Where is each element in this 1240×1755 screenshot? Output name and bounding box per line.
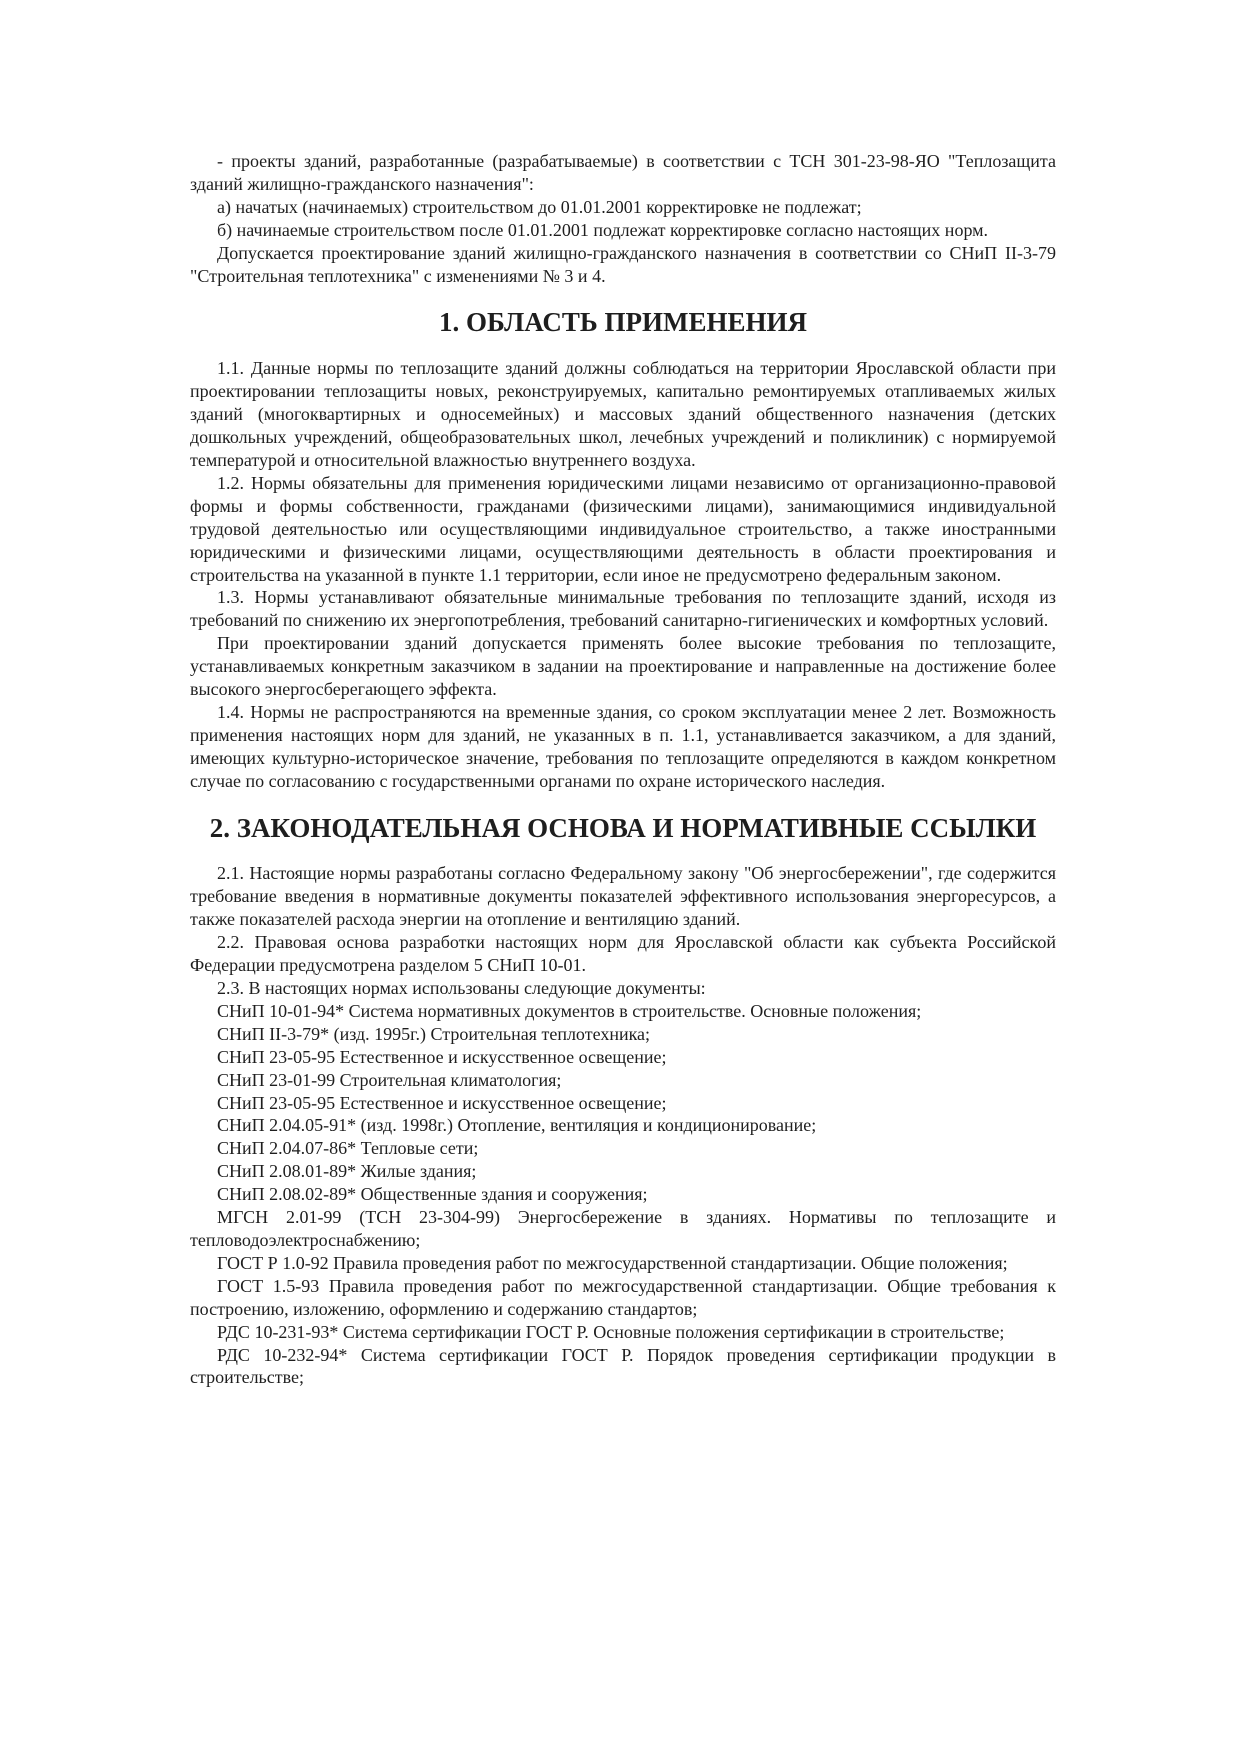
reference-document: СНиП 23-05-95 Естественное и искусственное освещение; — [217, 1046, 667, 1067]
section-1-paragraph: 1.1. Данные нормы по теплозащите зданий должны соблюдаться на территории Ярославской области при проектировании теплозащиты новых, реконструируемых, капитально ремонтируемых отапливаемых жилых зданий (многоквартирных и односемейных) и массовых зданий общественного назначения (детских дошкольных учреждений, общеобразовательных школ, лечебных учреждений и поликлиник) с нормируемой температурой и относительной влажностью внутреннего воздуха. — [190, 358, 1056, 470]
section-2-heading: 2. ЗАКОНОДАТЕЛЬНАЯ ОСНОВА И НОРМАТИВНЫЕ ССЫЛКИ — [209, 812, 1037, 843]
reference-document: СНиП 10-01-94* Система нормативных документов в строительстве. Основные положения; — [217, 1000, 922, 1021]
section-2-paragraph: 2.3. В настоящих нормах использованы следующие документы: — [217, 978, 706, 998]
section-1-heading: 1. ОБЛАСТЬ ПРИМЕНЕНИЯ — [438, 307, 808, 338]
reference-document: ГОСТ Р 1.0-92 Правила проведения работ по межгосударственной стандартизации. Общие положения; — [217, 1252, 1008, 1273]
reference-document: СНиП II-3-79* (изд. 1995г.) Строительная теплотехника; — [217, 1023, 651, 1044]
intro-paragraph: б) начинаемые строительством после 01.01.2001 подлежат корректировке согласно настоящих норм. — [217, 219, 989, 240]
reference-document: РДС 10-232-94* Система сертификации ГОСТ Р. Порядок проведения сертификации продукции в строительстве; — [190, 1344, 1056, 1388]
intro-paragraph: - проекты зданий, разработанные (разрабатываемые) в соответствии с ТСН 301-23-98-ЯО "Теплозащита зданий жилищно-гражданского назначения": — [190, 151, 1056, 194]
document-page — [190, 150, 1056, 1389]
reference-document: РДС 10-231-93* Система сертификации ГОСТ Р. Основные положения сертификации в строительстве; — [217, 1321, 1005, 1342]
reference-document: СНиП 23-01-99 Строительная климатология; — [217, 1069, 562, 1090]
intro-paragraph: а) начатых (начинаемых) строительством до 01.01.2001 корректировке не подлежат; — [217, 196, 862, 217]
section-2-paragraph: 2.1. Настоящие нормы разработаны согласно Федеральному закону "Об энергосбережении", где содержится требование введения в нормативные документы показателей эффективного использования энергоресурсов, а также показателей расхода энергии на отопление и вентиляцию зданий. — [190, 863, 1056, 930]
reference-document: СНиП 2.08.02-89* Общественные здания и сооружения; — [217, 1184, 648, 1205]
reference-document: СНиП 2.08.01-89* Жилые здания; — [217, 1161, 477, 1182]
section-1-paragraph: 1.3. Нормы устанавливают обязательные минимальные требования по теплозащите зданий, исходя из требований по снижению их энергопотребления, требований санитарно-гигиенических и комфортных условий. — [190, 587, 1056, 631]
section-1-paragraph: 1.4. Нормы не распространяются на временные здания, со сроком эксплуатации менее 2 лет. Возможность применения настоящих норм для зданий, не указанных в п. 1.1, устанавливается заказчиком, а для зданий, имеющих культурно-историческое значение, требования по теплозащите определяются в каждом конкретном случае по согласованию с государственными органами по охране исторического наследия. — [190, 701, 1056, 791]
reference-document: СНиП 23-05-95 Естественное и искусственное освещение; — [217, 1092, 667, 1113]
reference-document: СНиП 2.04.05-91* (изд. 1998г.) Отопление, вентиляция и кондиционирование; — [217, 1115, 817, 1136]
reference-document: ГОСТ 1.5-93 Правила проведения работ по межгосударственной стандартизации. Общие требования к построению, изложению, оформлению и содержанию стандартов; — [190, 1275, 1056, 1319]
intro-paragraph: Допускается проектирование зданий жилищно-гражданского назначения в соответствии со СНиП II-3-79 "Строительная теплотехника" с изменениями № 3 и 4. — [190, 242, 1056, 286]
section-2-paragraph: 2.2. Правовая основа разработки настоящих норм для Ярославской области как субъекта Российской Федерации предусмотрена разделом 5 СНиП 10-01. — [190, 932, 1056, 976]
reference-document: МГСН 2.01-99 (ТСН 23-304-99) Энергосбережение в зданиях. Нормативы по теплозащите и тепловодоэлектроснабжению; — [190, 1207, 1056, 1250]
reference-document: СНиП 2.04.07-86* Тепловые сети; — [217, 1138, 479, 1159]
section-1-paragraph: При проектировании зданий допускается применять более высокие требования по теплозащите, устанавливаемых конкретным заказчиком в задании на проектирование и направленные на достижение более высокого энергосберегающего эффекта. — [190, 633, 1056, 700]
section-1-paragraph: 1.2. Нормы обязательны для применения юридическими лицами независимо от организационно-правовой формы и формы собственности, гражданами (физическими лицами), занимающимися индивидуальной трудовой деятельностью или осуществляющими индивидуальное строительство, а также иностранными юридическими и физическими лицами, осуществляющими деятельность в области проектирования и строительства на указанной в пункте 1.1 территории, если иное не предусмотрено федеральным законом. — [190, 472, 1056, 585]
